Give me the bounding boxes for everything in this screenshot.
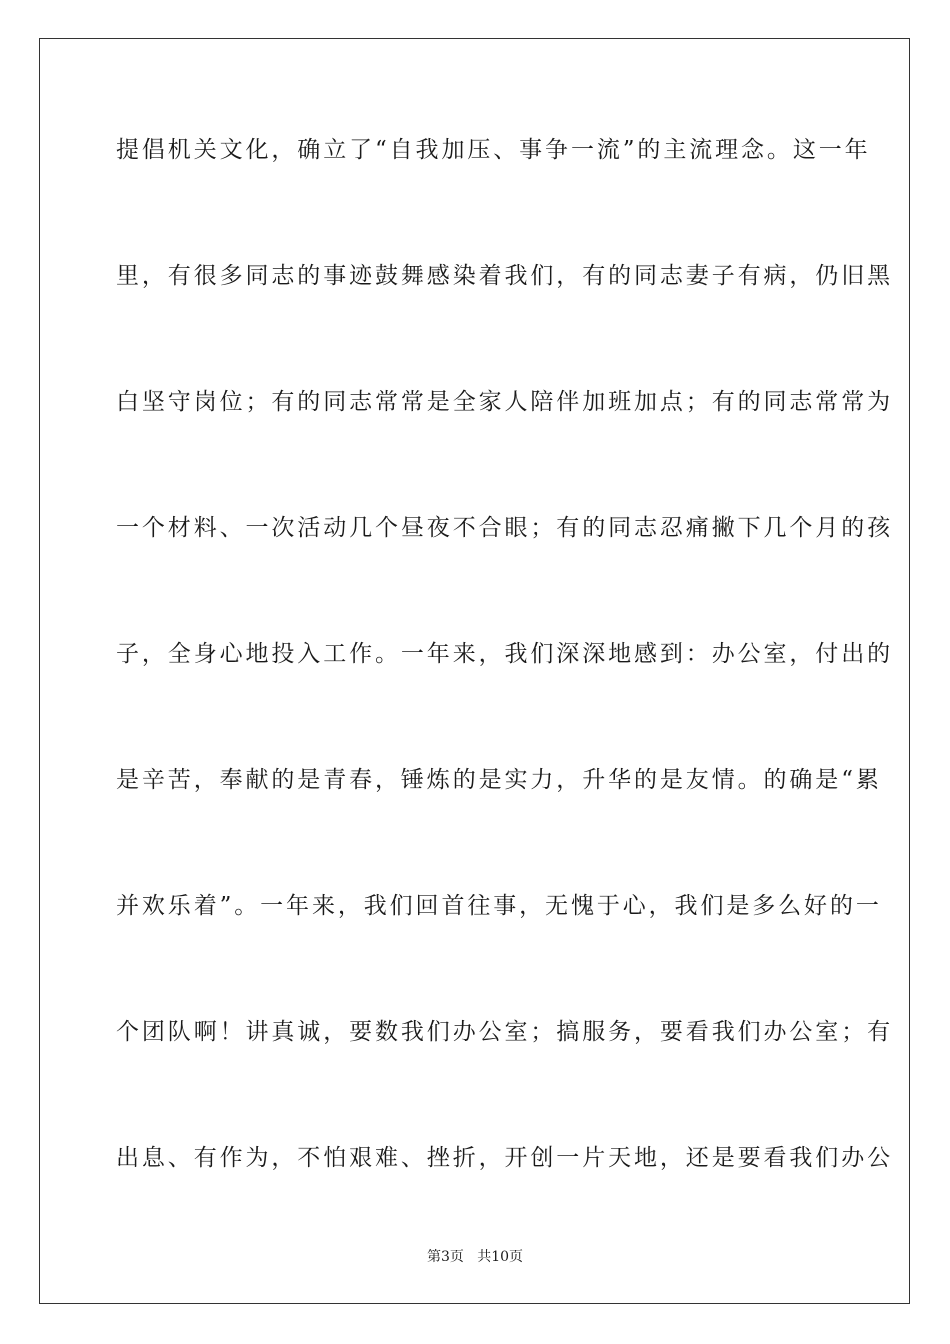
text-line: 提倡机关文化，确立了“自我加压、事争一流”的主流理念。这一年 <box>116 137 871 163</box>
text-line: 是辛苦，奉献的是青春，锤炼的是实力，升华的是友情。的确是“累 <box>116 767 882 793</box>
text-line: 并欢乐着”。一年来，我们回首往事，无愧于心，我们是多么好的一 <box>116 893 882 919</box>
text-line: 一个材料、一次活动几个昼夜不合眼；有的同志忍痛撇下几个月的孩 <box>116 515 893 541</box>
text-line: 子，全身心地投入工作。一年来，我们深深地感到：办公室，付出的 <box>116 641 893 667</box>
page-number-footer: 第3页 共10页 <box>426 1249 524 1265</box>
text-line: 个团队啊！讲真诚，要数我们办公室；搞服务，要看我们办公室；有 <box>116 1019 893 1045</box>
text-line: 白坚守岗位；有的同志常常是全家人陪伴加班加点；有的同志常常为 <box>116 389 893 415</box>
text-line: 出息、有作为，不怕艰难、挫折，开创一片天地，还是要看我们办公 <box>116 1145 893 1171</box>
document-body <box>116 125 893 1259</box>
text-line: 里，有很多同志的事迹鼓舞感染着我们，有的同志妻子有病，仍旧黑 <box>116 263 893 289</box>
